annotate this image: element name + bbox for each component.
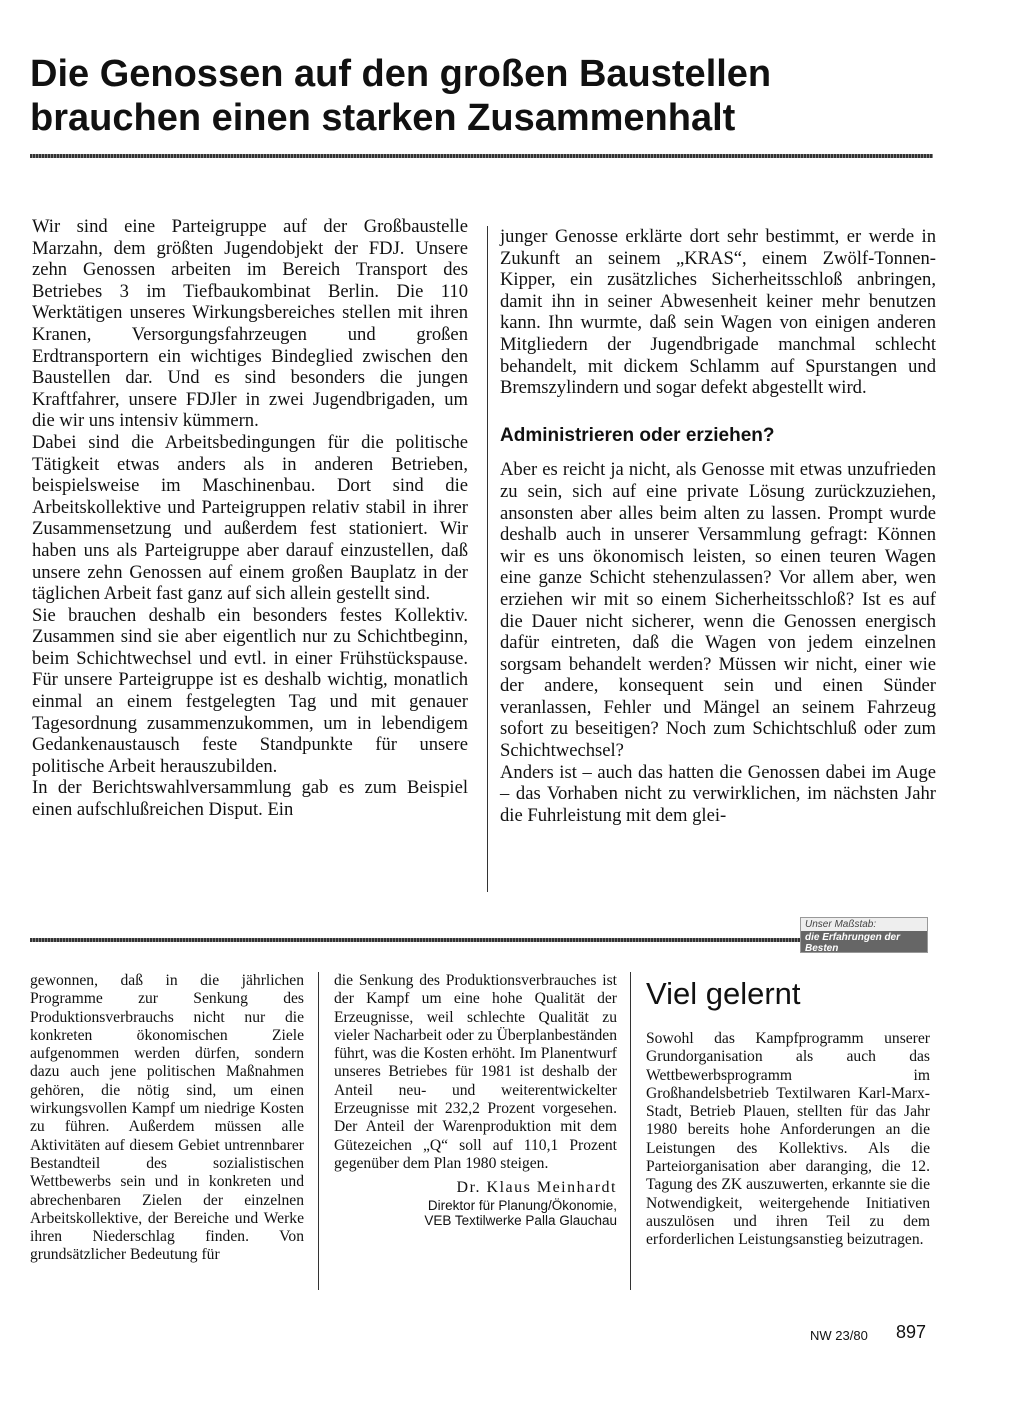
issue-number: NW 23/80 (810, 1328, 868, 1343)
page-number: 897 (896, 1322, 927, 1342)
top-divider (30, 154, 933, 158)
author-name: Dr. Klaus Meinhardt (456, 1179, 617, 1197)
headline-line-2: brauchen einen starken Zusammenhalt (30, 97, 736, 139)
lower-column-1 (30, 972, 304, 1265)
subheading: Administrieren oder erziehen? (500, 424, 775, 446)
article-column-1 (32, 216, 468, 821)
rubric-stamp-line-1: Unser Maßstab: (805, 919, 877, 930)
headline (30, 52, 990, 140)
lower-column-3 (646, 1030, 930, 1250)
author-role: Direktor für Planung/Ökonomie, (427, 1197, 617, 1213)
paragraph: Sowohl das Kampfprogramm unserer Grundorganisation als auch das Wettbewerbsprogramm im Großhandelsbetrieb Textilwaren Karl-Marx-Stadt, Betrieb Plauen, stellten für das Jahr 1980 bereits hohe Anforderungen an die Leistungen des Kollektivs. Als die Parteiorganisation aber daranging, die 12. Tagung des ZK auszuwerten, erkannte sie die Notwendigkeit, weitergehende Initiativen auszulösen und ihren Teil zu dem erforderlichen Leistungsanstieg beizutragen. (646, 1030, 930, 1249)
paragraph: Sie brauchen deshalb ein besonders festes Kollektiv. Zusammen sind sie aber eigentlich nur zu Schichtbeginn, beim Schichtwechsel und evtl. in einer Frühstückspause. Für unsere Parteigruppe ist es deshalb wichtig, monatlich einmal an einem festgelegten Tag und mit genauer Tagesordnung zusammenzukommen, um in lebendigem Gedankenaustausch feste Standpunkte für unsere politische Arbeit herauszubilden. (32, 604, 468, 777)
paragraph: die Senkung des Produktionsverbrauches ist der Kampf um eine hohe Qualität der Erzeugnisse, weil schlechte Qualität zu vieler Nacharbeit oder zu Überplanbeständen führt, was die Kosten erhöht. Im Planentwurf unseres Betriebes für 1981 ist deshalb der Anteil neu- und weiterentwickelter Erzeugnisse mit 232,2 Prozent vorgesehen. Der Anteil der Warenproduktion mit dem Gütezeichen „Q“ soll auf 110,1 Prozent gegenüber dem Plan 1980 steigen. (334, 972, 617, 1172)
rubric-stamp (800, 917, 928, 953)
section-divider (30, 938, 800, 942)
lower-column-2 (334, 972, 617, 1228)
paragraph: Wir sind eine Parteigruppe auf der Großbaustelle Marzahn, dem größten Jugendobjekt der FDJ. Unsere zehn Genossen arbeiten im Bereich Transport des Betriebes 3 im Tiefbaukombinat Berlin. Die 110 Werktätigen unseres Wirkungsbereiches stellen mit ihren Kranen, Versorgungsfahrzeugen und großen Erdtransportern ein wichtiges Bindeglied zwischen den Baustellen dar. Und es sind besonders die jungen Kraftfahrer, unsere FDJler in zwei Jugendbrigaden, um die wir uns intensiv kümmern. (32, 216, 468, 432)
paragraph: junger Genosse erklärte dort sehr bestimmt, er werde in Zukunft an seinem „KRAS“, einem Zwölf-Tonnen-Kipper, ein zusätzliches Sicherheitsschloß anbringen, damit ihn in seiner Abwesenheit keiner mehr benutzen kann. Ihn wurmte, daß sein Wagen von einigen anderen Mitgliedern der Jugendbrigade manchmal schlecht behandelt, mit dickem Schlamm auf Spurstangen und Bremszylindern und sogar defekt abgestellt wird. (500, 226, 936, 399)
column-divider (487, 226, 488, 892)
column-divider (318, 972, 319, 1290)
paragraph: gewonnen, daß in die jährlichen Programme zur Senkung des Produktionsverbrauchs nicht nur die konkreten ökonomischen Ziele aufgenommen werden dürfen, sondern dazu auch jene politischen Maßnahmen gehören, die nötig sind, um einen wirkungsvollen Kampf um niedrige Kosten zu führen. Außerdem müssen alle Aktivitäten auf diesem Gebiet untrennbarer Bestandteil des sozialistischen Wettbewerbs sein und in konkreten und abrechenbaren Zielen der einzelnen Arbeitskollektive, der Bereiche und Werke ihren Niederschlag finden. Von grundsätzlicher Bedeutung für (30, 972, 304, 1264)
article-column-2 (500, 226, 936, 826)
column-divider (630, 972, 631, 1290)
section-title: Viel gelernt (646, 976, 801, 1011)
paragraph: Anders ist – auch das hatten die Genossen dabei im Auge – das Vorhaben nicht zu verwirklichen, im nächsten Jahr die Fuhrleistung mit dem glei- (500, 761, 936, 826)
paragraph: Aber es reicht ja nicht, als Genosse mit etwas unzufrieden zu sein, sich auf eine private Lösung zurückzuziehen, ansonsten aber alles beim alten zu lassen. Prompt wurde deshalb auch in unserer Versammlung gefragt: Können wir es uns ökonomisch leisten, so einen teuren Wagen eine ganze Schicht stehenzulassen? Vor allem aber, wen erziehen wir mit so einem Sicherheitsschloß? Ist es auf die Dauer nicht sicherer, wenn die Genossen energisch dafür eintreten, daß die Wagen von jedem einzelnen sorgsam behandelt werden? Müssen wir nicht, einer wie der andere, konsequent sein und einen Sünder veranlassen, Fehler und Mängel an seinem Fahrzeug sofort zu beseitigen? Noch zum Schichtschluß oder zum Schichtwechsel? (500, 459, 936, 762)
headline-line-1: Die Genossen auf den großen Baustellen (30, 53, 772, 95)
paragraph: Dabei sind die Arbeitsbedingungen für die politische Tätigkeit etwas anders als in anderen Betrieben, beispielsweise im Maschinenbau. Dort sind die Arbeitskollektive und Parteigruppen relativ stabil in ihrer Zusammensetzung und außerdem fest stationiert. Wir haben uns als Parteigruppe aber darauf einzustellen, daß unsere zehn Genossen auf einem großen Bauplatz in der täglichen Arbeit fast ganz auf sich allein gestellt sind. (32, 431, 468, 605)
author-company: VEB Textilwerke Palla Glauchau (424, 1212, 617, 1228)
rubric-stamp-line-2: die Erfahrungen der Besten (801, 931, 927, 953)
paragraph: In der Berichtswahlversammlung gab es zum Beispiel einen aufschlußreichen Disput. Ein (32, 777, 468, 821)
